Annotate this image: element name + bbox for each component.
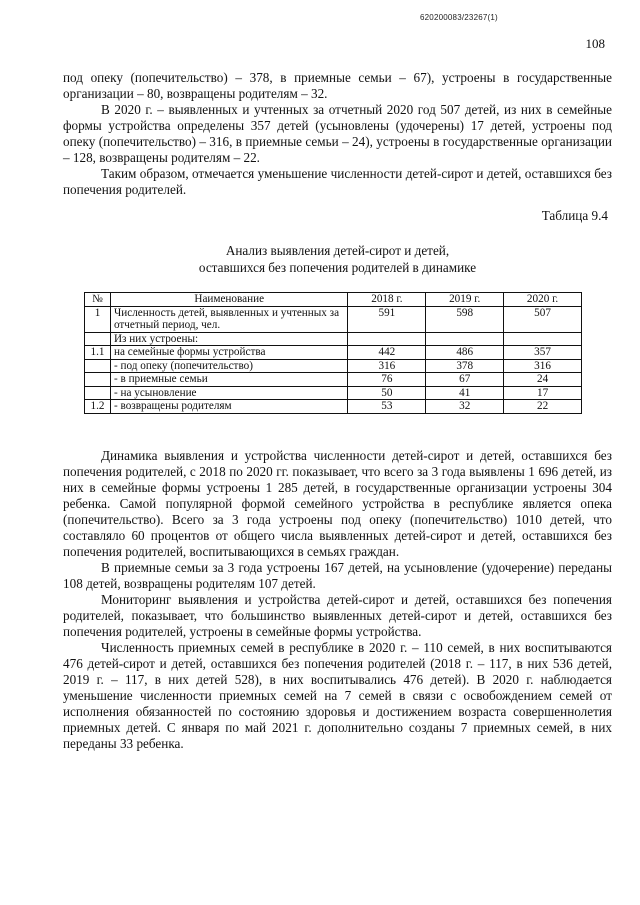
row-number: 1.2 — [85, 400, 111, 414]
value-2020: 507 — [504, 306, 582, 332]
table-row — [85, 306, 582, 332]
value-2020: 24 — [504, 373, 582, 387]
row-name: Численность детей, выявленных и учтенных за отчетный период, чел. — [110, 306, 348, 332]
document-id: 620200083/23267(1) — [420, 13, 498, 22]
table-row — [85, 346, 582, 360]
body-paragraph-1: Динамика выявления и устройства численности детей-сирот и детей, оставшихся без попечения родителей, с 2018 по 2020 гг. показывает, что всего за 3 года выявлены 1 696 детей, из них в семейные формы устроены 1 285 детей, в государственные организации устроены 304 ребенка. Самой популярной формой семейного устройства в республике является опека (попечительство). Всего за 3 года устроены под опеку (попечительство) 1010 детей, что составляло 60 процентов от общего числа выявленных детей-сирот и детей, оставшихся без попечения родителей, воспитывающихся в семьях граждан. — [63, 448, 612, 559]
header-2018: 2018 г. — [348, 293, 426, 307]
data-table — [84, 292, 582, 414]
intro-paragraph-2: В 2020 г. – выявленных и учтенных за отчетный 2020 год 507 детей, из них в семейные формы устройства определены 357 детей (усыновлены (удочерены) 17 детей, устроены под опеку (попечительство) – 316, в приемные семьи – 24), устроены в государственные организации – 128, возвращены родителям – 22. — [63, 102, 612, 165]
row-number — [85, 332, 111, 346]
body-text — [63, 448, 612, 752]
value-2020: 316 — [504, 359, 582, 373]
row-name: на семейные формы устройства — [110, 346, 348, 360]
row-name: - на усыновление — [110, 386, 348, 400]
value-2018 — [348, 332, 426, 346]
value-2018: 591 — [348, 306, 426, 332]
table-caption — [63, 242, 612, 276]
value-2020: 17 — [504, 386, 582, 400]
table-row — [85, 400, 582, 414]
row-name: - в приемные семьи — [110, 373, 348, 387]
value-2018: 316 — [348, 359, 426, 373]
body-paragraph-3: Мониторинг выявления и устройства детей-сирот и детей, оставшихся без попечения родителей, показывает, что большинство выявленных детей-сирот и детей, оставшихся без попечения родителей, устроены в семейные формы устройства. — [63, 592, 612, 639]
table-row — [85, 332, 582, 346]
table-row — [85, 386, 582, 400]
body-paragraph-4: Численность приемных семей в республике в 2020 г. – 110 семей, в них воспитываются 476 детей-сирот и детей, оставшихся без попечения родителей (2018 г. – 117, в них 536 детей, 2019 г. – 117, в них детей 528), в них воспитывались 476 детей). В 2020 г. наблюдается уменьшение численности приемных семей на 7 семей в связи с освобождением семей от исполнения обязанностей по состоянию здоровья и достижением возраста совершеннолетия приемных детей. С января по май 2021 г. дополнительно созданы 7 приемных семей, в них переданы 33 ребенка. — [63, 640, 612, 751]
value-2019 — [426, 332, 504, 346]
header-name: Наименование — [110, 293, 348, 307]
value-2018: 76 — [348, 373, 426, 387]
header-number: № — [85, 293, 111, 307]
table-row — [85, 373, 582, 387]
value-2019: 378 — [426, 359, 504, 373]
value-2019: 41 — [426, 386, 504, 400]
value-2018: 53 — [348, 400, 426, 414]
value-2020: 22 — [504, 400, 582, 414]
row-name: Из них устроены: — [110, 332, 348, 346]
value-2018: 50 — [348, 386, 426, 400]
row-number — [85, 373, 111, 387]
table-row — [85, 359, 582, 373]
value-2019: 598 — [426, 306, 504, 332]
value-2020: 357 — [504, 346, 582, 360]
page-number: 108 — [585, 36, 605, 51]
intro-paragraph-1: под опеку (попечительство) – 378, в приемные семьи – 67), устроены в государственные организации – 80, возвращены родителям – 32. — [63, 70, 612, 101]
table-caption-line-1: Анализ выявления детей-сирот и детей, — [225, 243, 450, 258]
value-2019: 32 — [426, 400, 504, 414]
header-2019: 2019 г. — [426, 293, 504, 307]
intro-paragraph-3: Таким образом, отмечается уменьшение численности детей-сирот и детей, оставшихся без попечения родителей. — [63, 166, 612, 197]
table-label: Таблица 9.4 — [541, 208, 608, 223]
body-paragraph-2: В приемные семьи за 3 года устроены 167 детей, на усыновление (удочерение) переданы 108 детей, возвращены родителям 107 детей. — [63, 560, 612, 591]
row-number — [85, 386, 111, 400]
value-2020 — [504, 332, 582, 346]
row-number — [85, 359, 111, 373]
value-2019: 67 — [426, 373, 504, 387]
row-name: - под опеку (попечительство) — [110, 359, 348, 373]
table-header-row — [85, 293, 582, 307]
intro-text — [63, 70, 612, 198]
value-2018: 442 — [348, 346, 426, 360]
value-2019: 486 — [426, 346, 504, 360]
row-name: - возвращены родителям — [110, 400, 348, 414]
header-2020: 2020 г. — [504, 293, 582, 307]
table-caption-line-2: оставшихся без попечения родителей в динамике — [198, 260, 477, 275]
row-number: 1 — [85, 306, 111, 332]
row-number: 1.1 — [85, 346, 111, 360]
